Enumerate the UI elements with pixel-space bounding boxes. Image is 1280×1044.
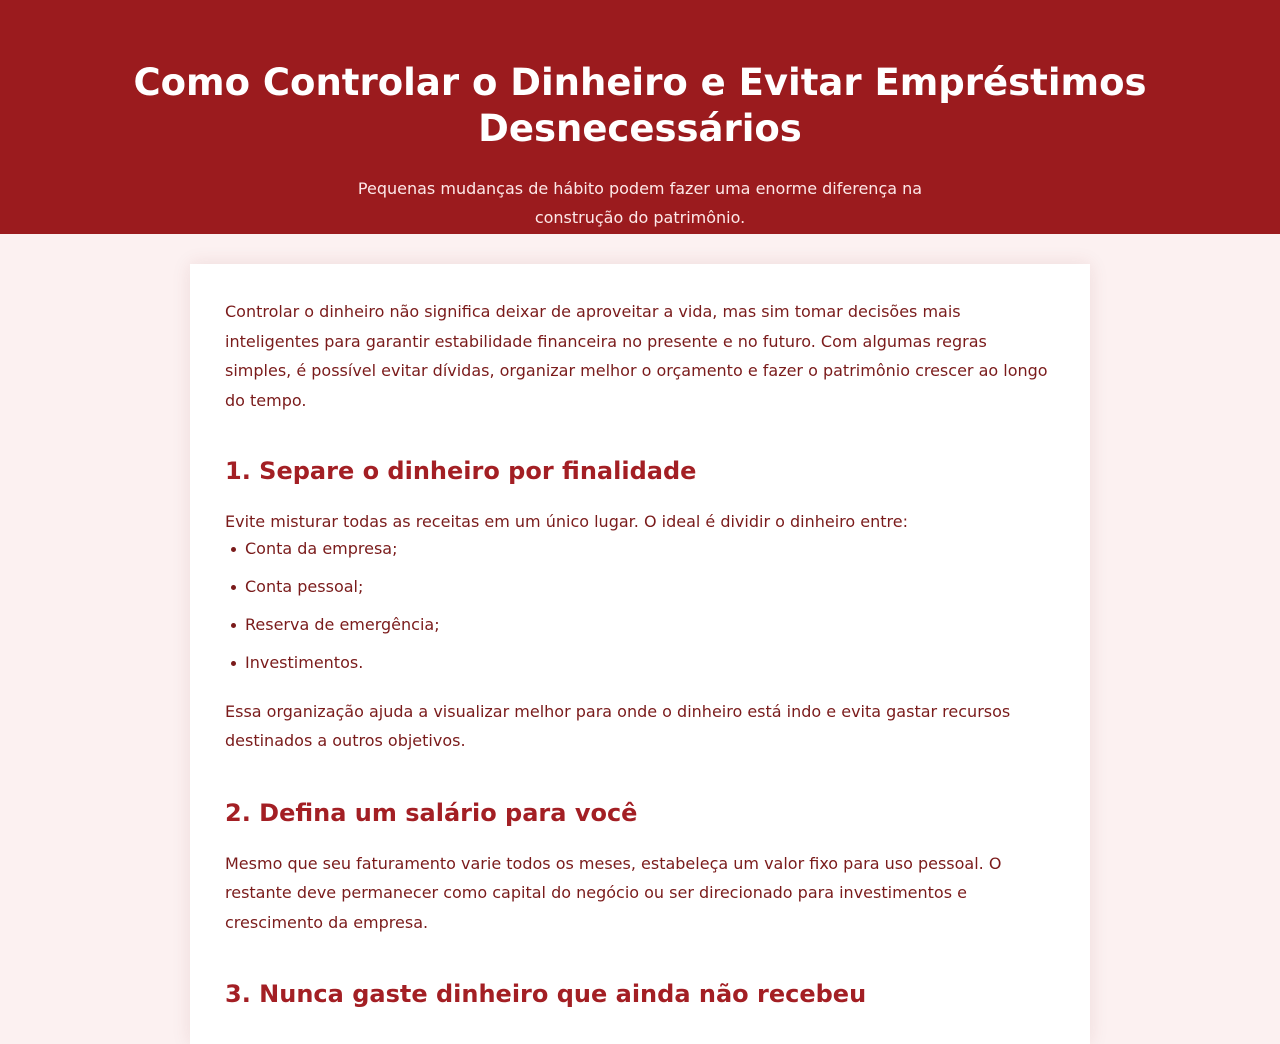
page-header <box>0 0 1280 234</box>
article-card <box>190 264 1090 1044</box>
section-title-3: 3. Nunca gaste dinheiro que ainda não recebeu <box>225 980 867 1008</box>
section-1-closing: Essa organização ajuda a visualizar melhor para onde o dinheiro está indo e evita gastar recursos destinados a outros objetivos. <box>225 701 1011 750</box>
bullet-icon <box>231 623 236 628</box>
bullet-icon <box>231 661 236 666</box>
list-item-label: Reserva de emergência; <box>245 614 440 634</box>
page-title: Como Controlar o Dinheiro e Evitar Empréstimos Desnecessários <box>133 61 1147 150</box>
list-item <box>225 575 1055 599</box>
bullet-icon <box>231 547 236 552</box>
section-2-paragraph: Mesmo que seu faturamento varie todos os meses, estabeleça um valor fixo para uso pessoal. O restante deve permanecer como capital do negócio ou ser direcionado para investimentos e crescimento da empresa. <box>225 853 1002 932</box>
finality-list <box>225 537 1055 675</box>
list-item-label: Conta pessoal; <box>245 576 364 596</box>
section-title-1: 1. Separe o dinheiro por finalidade <box>225 457 697 485</box>
list-item <box>225 651 1055 675</box>
list-item <box>225 613 1055 637</box>
list-item-label: Investimentos. <box>245 652 364 672</box>
list-item <box>225 537 1055 561</box>
section-1-paragraph: Evite misturar todas as receitas em um único lugar. O ideal é dividir o dinheiro entre: <box>225 512 908 531</box>
list-item-label: Conta da empresa; <box>245 538 398 558</box>
section-title-2: 2. Defina um salário para você <box>225 798 638 827</box>
intro-paragraph: Controlar o dinheiro não significa deixar de aproveitar a vida, mas sim tomar decisões mais inteligentes para garantir estabilidade financeira no presente e no futuro. Com algumas regras simples, é possível evitar dívidas, organizar melhor o orçamento e fazer o patrimônio crescer ao longo do tempo. <box>225 302 1048 410</box>
page-subtitle: Pequenas mudanças de hábito podem fazer uma enorme diferença na construção do patrimônio. <box>357 179 923 227</box>
bullet-icon <box>231 585 236 590</box>
